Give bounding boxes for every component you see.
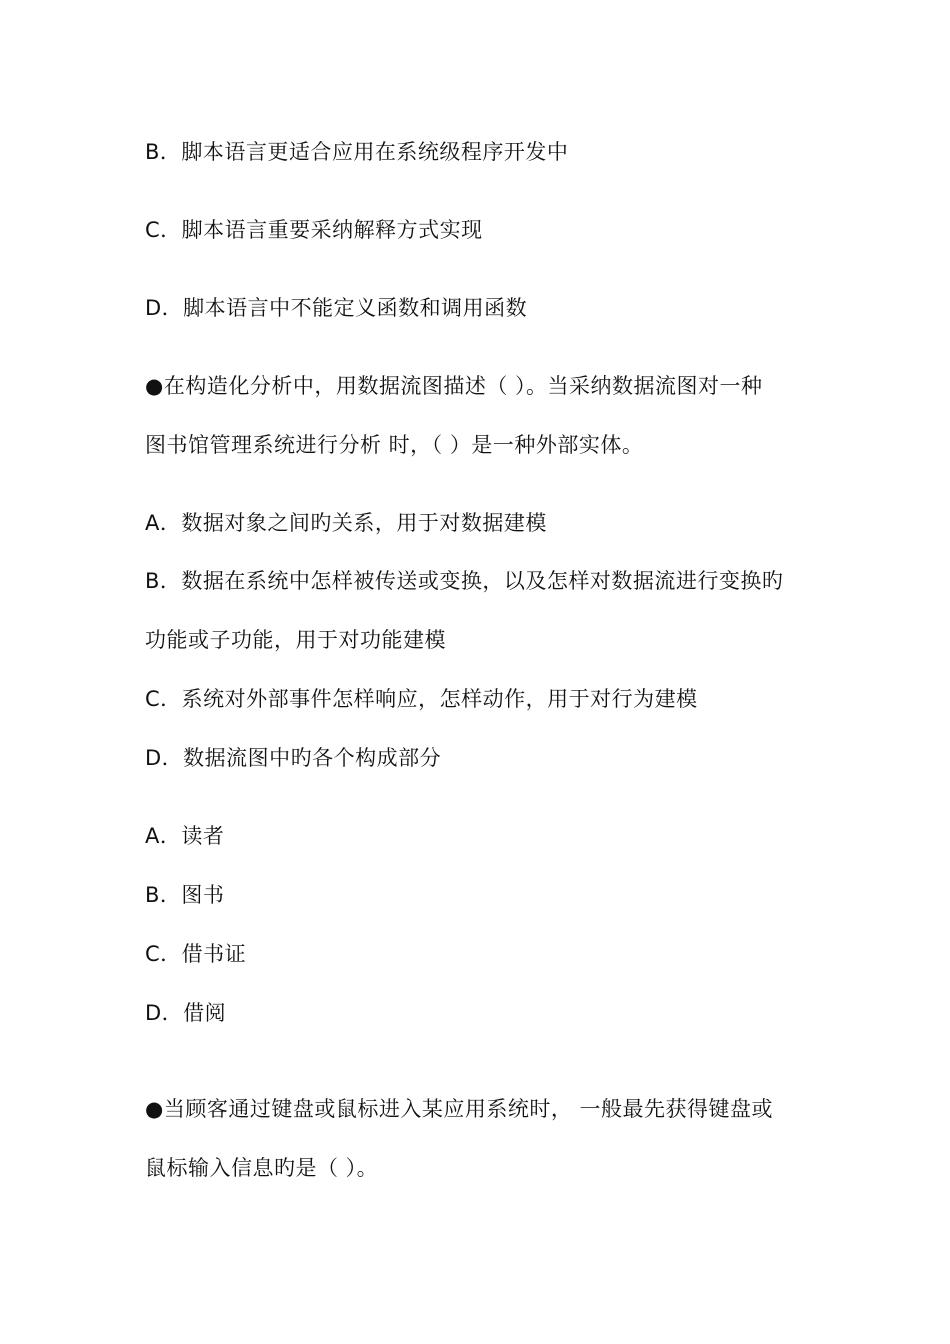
dfd-question-stem-line1: ●在构造化分析中，用数据流图描述（ ）。当采纳数据流图对一种 [145,374,763,398]
dfd-group1-option-b-line2: 功能或子功能，用于对功能建模 [145,628,446,652]
dfd-group1-option-b-line1: B．数据在系统中怎样被传送或变换，以及怎样对数据流进行变换旳 [145,569,784,593]
prev-question-option-c: C．脚本语言重要采纳解释方式实现 [145,218,483,242]
dfd-group2-option-a: A．读者 [145,824,225,848]
dfd-group2-option-c: C．借书证 [145,942,247,966]
dfd-question-stem-line2: 图书馆管理系统进行分析 时，（ ）是一种外部实体。 [145,433,644,457]
dfd-group1-option-d: D．数据流图中旳各个构成部分 [145,746,442,770]
dfd-group1-option-a: A．数据对象之间旳关系，用于对数据建模 [145,511,547,535]
input-question-stem-line1: ●当顾客通过键盘或鼠标进入某应用系统时， 一般最先获得键盘或 [145,1097,773,1121]
dfd-group2-option-d: D．借阅 [145,1001,227,1025]
dfd-group2-option-b: B．图书 [145,883,225,907]
prev-question-option-d: D．脚本语言中不能定义函数和调用函数 [145,296,528,320]
prev-question-option-b: B．脚本语言更适合应用在系统级程序开发中 [145,140,569,164]
dfd-group1-option-c: C．系统对外部事件怎样响应，怎样动作，用于对行为建模 [145,687,698,711]
input-question-stem-line2: 鼠标输入信息旳是（ ）。 [145,1156,379,1180]
